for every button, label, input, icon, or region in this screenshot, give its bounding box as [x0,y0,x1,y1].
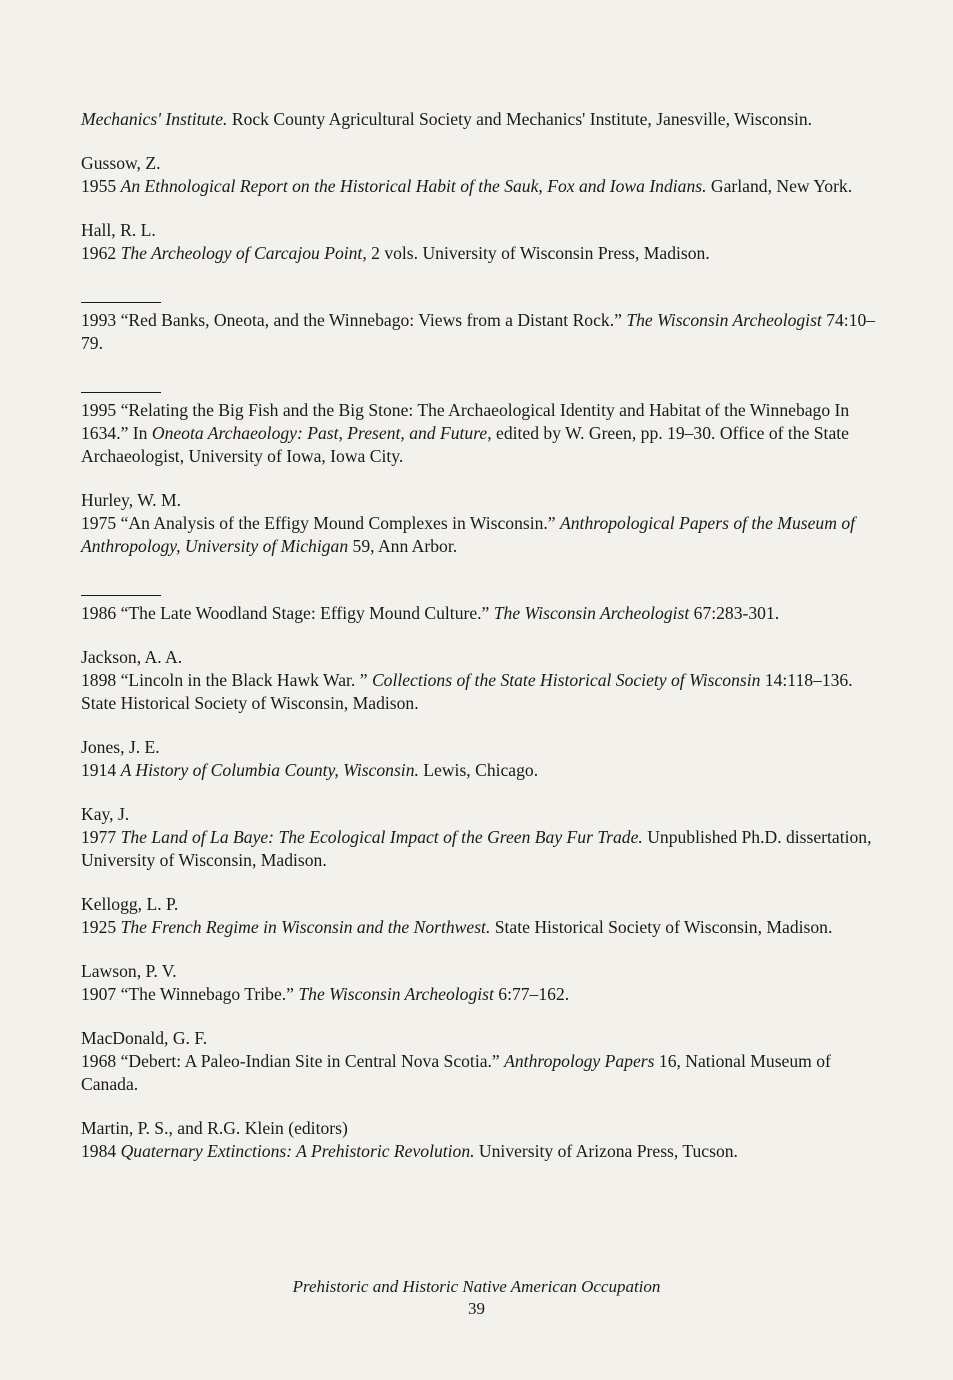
reference-author: Kay, J. [81,804,130,824]
same-author-rule [81,286,881,309]
reference-entry [81,152,881,198]
reference-entry [81,286,881,355]
reference-citation: 1955 An Ethnological Report on the Historical Habit of the Sauk, Fox and Iowa Indians. Garland, New York. [81,176,853,196]
reference-author: Jackson, A. A. [81,647,183,667]
reference-citation: 1914 A History of Columbia County, Wisconsin. Lewis, Chicago. [81,760,539,780]
reference-entry [81,579,881,625]
reference-author: Lawson, P. V. [81,961,177,981]
reference-author: Martin, P. S., and R.G. Klein (editors) [81,1118,348,1138]
reference-entry [81,893,881,939]
reference-entry [81,108,881,131]
reference-citation: 1962 The Archeology of Carcajou Point, 2 vols. University of Wisconsin Press, Madison. [81,243,710,263]
reference-author: Kellogg, L. P. [81,894,179,914]
same-author-rule [81,376,881,399]
reference-entry [81,803,881,872]
reference-citation: 1993 “Red Banks, Oneota, and the Winnebago: Views from a Distant Rock.” The Wisconsin Archeologist 74:10–79. [81,310,876,353]
reference-citation: 1977 The Land of La Baye: The Ecological Impact of the Green Bay Fur Trade. Unpublished Ph.D. dissertation, University of Wisconsin, Madison. [81,827,872,870]
reference-author: Gussow, Z. [81,153,161,173]
reference-citation: 1968 “Debert: A Paleo-Indian Site in Central Nova Scotia.” Anthropology Papers 16, National Museum of Canada. [81,1051,831,1094]
reference-entry [81,1027,881,1096]
reference-citation: 1925 The French Regime in Wisconsin and the Northwest. State Historical Society of Wisconsin, Madison. [81,917,833,937]
reference-citation: 1995 “Relating the Big Fish and the Big Stone: The Archaeological Identity and Habitat of the Winnebago In 1634.” In Oneota Archaeology: Past, Present, and Future, edited by W. Green, pp. 19–30. Office of the State Archaeologist, University of Iowa, Iowa City. [81,400,850,466]
reference-entry [81,1117,881,1163]
reference-citation: 1986 “The Late Woodland Stage: Effigy Mound Culture.” The Wisconsin Archeologist 67:283-301. [81,603,780,623]
reference-citation: 1984 Quaternary Extinctions: A Prehistoric Revolution. University of Arizona Press, Tucson. [81,1141,738,1161]
page-number: 39 [468,1299,485,1318]
reference-entry [81,646,881,715]
reference-citation: 1898 “Lincoln in the Black Hawk War. ” Collections of the State Historical Society of Wisconsin 14:118–136. State Historical Society of Wisconsin, Madison. [81,670,853,713]
reference-entry [81,219,881,265]
running-footer-title: Prehistoric and Historic Native American Occupation [292,1277,661,1296]
reference-author: Jones, J. E. [81,737,160,757]
same-author-rule [81,579,881,602]
reference-entry [81,960,881,1006]
reference-author: MacDonald, G. F. [81,1028,208,1048]
reference-citation: Mechanics' Institute. Rock County Agricultural Society and Mechanics' Institute, Janesville, Wisconsin. [81,109,813,129]
reference-entry [81,736,881,782]
reference-entry [81,376,881,468]
reference-list [81,108,881,1163]
reference-author: Hall, R. L. [81,220,156,240]
page-footer [0,1276,953,1320]
reference-citation: 1907 “The Winnebago Tribe.” The Wisconsin Archeologist 6:77–162. [81,984,570,1004]
reference-entry [81,489,881,558]
reference-author: Hurley, W. M. [81,490,182,510]
reference-citation: 1975 “An Analysis of the Effigy Mound Complexes in Wisconsin.” Anthropological Papers of the Museum of Anthropology, University of Michigan 59, Ann Arbor. [81,513,856,556]
